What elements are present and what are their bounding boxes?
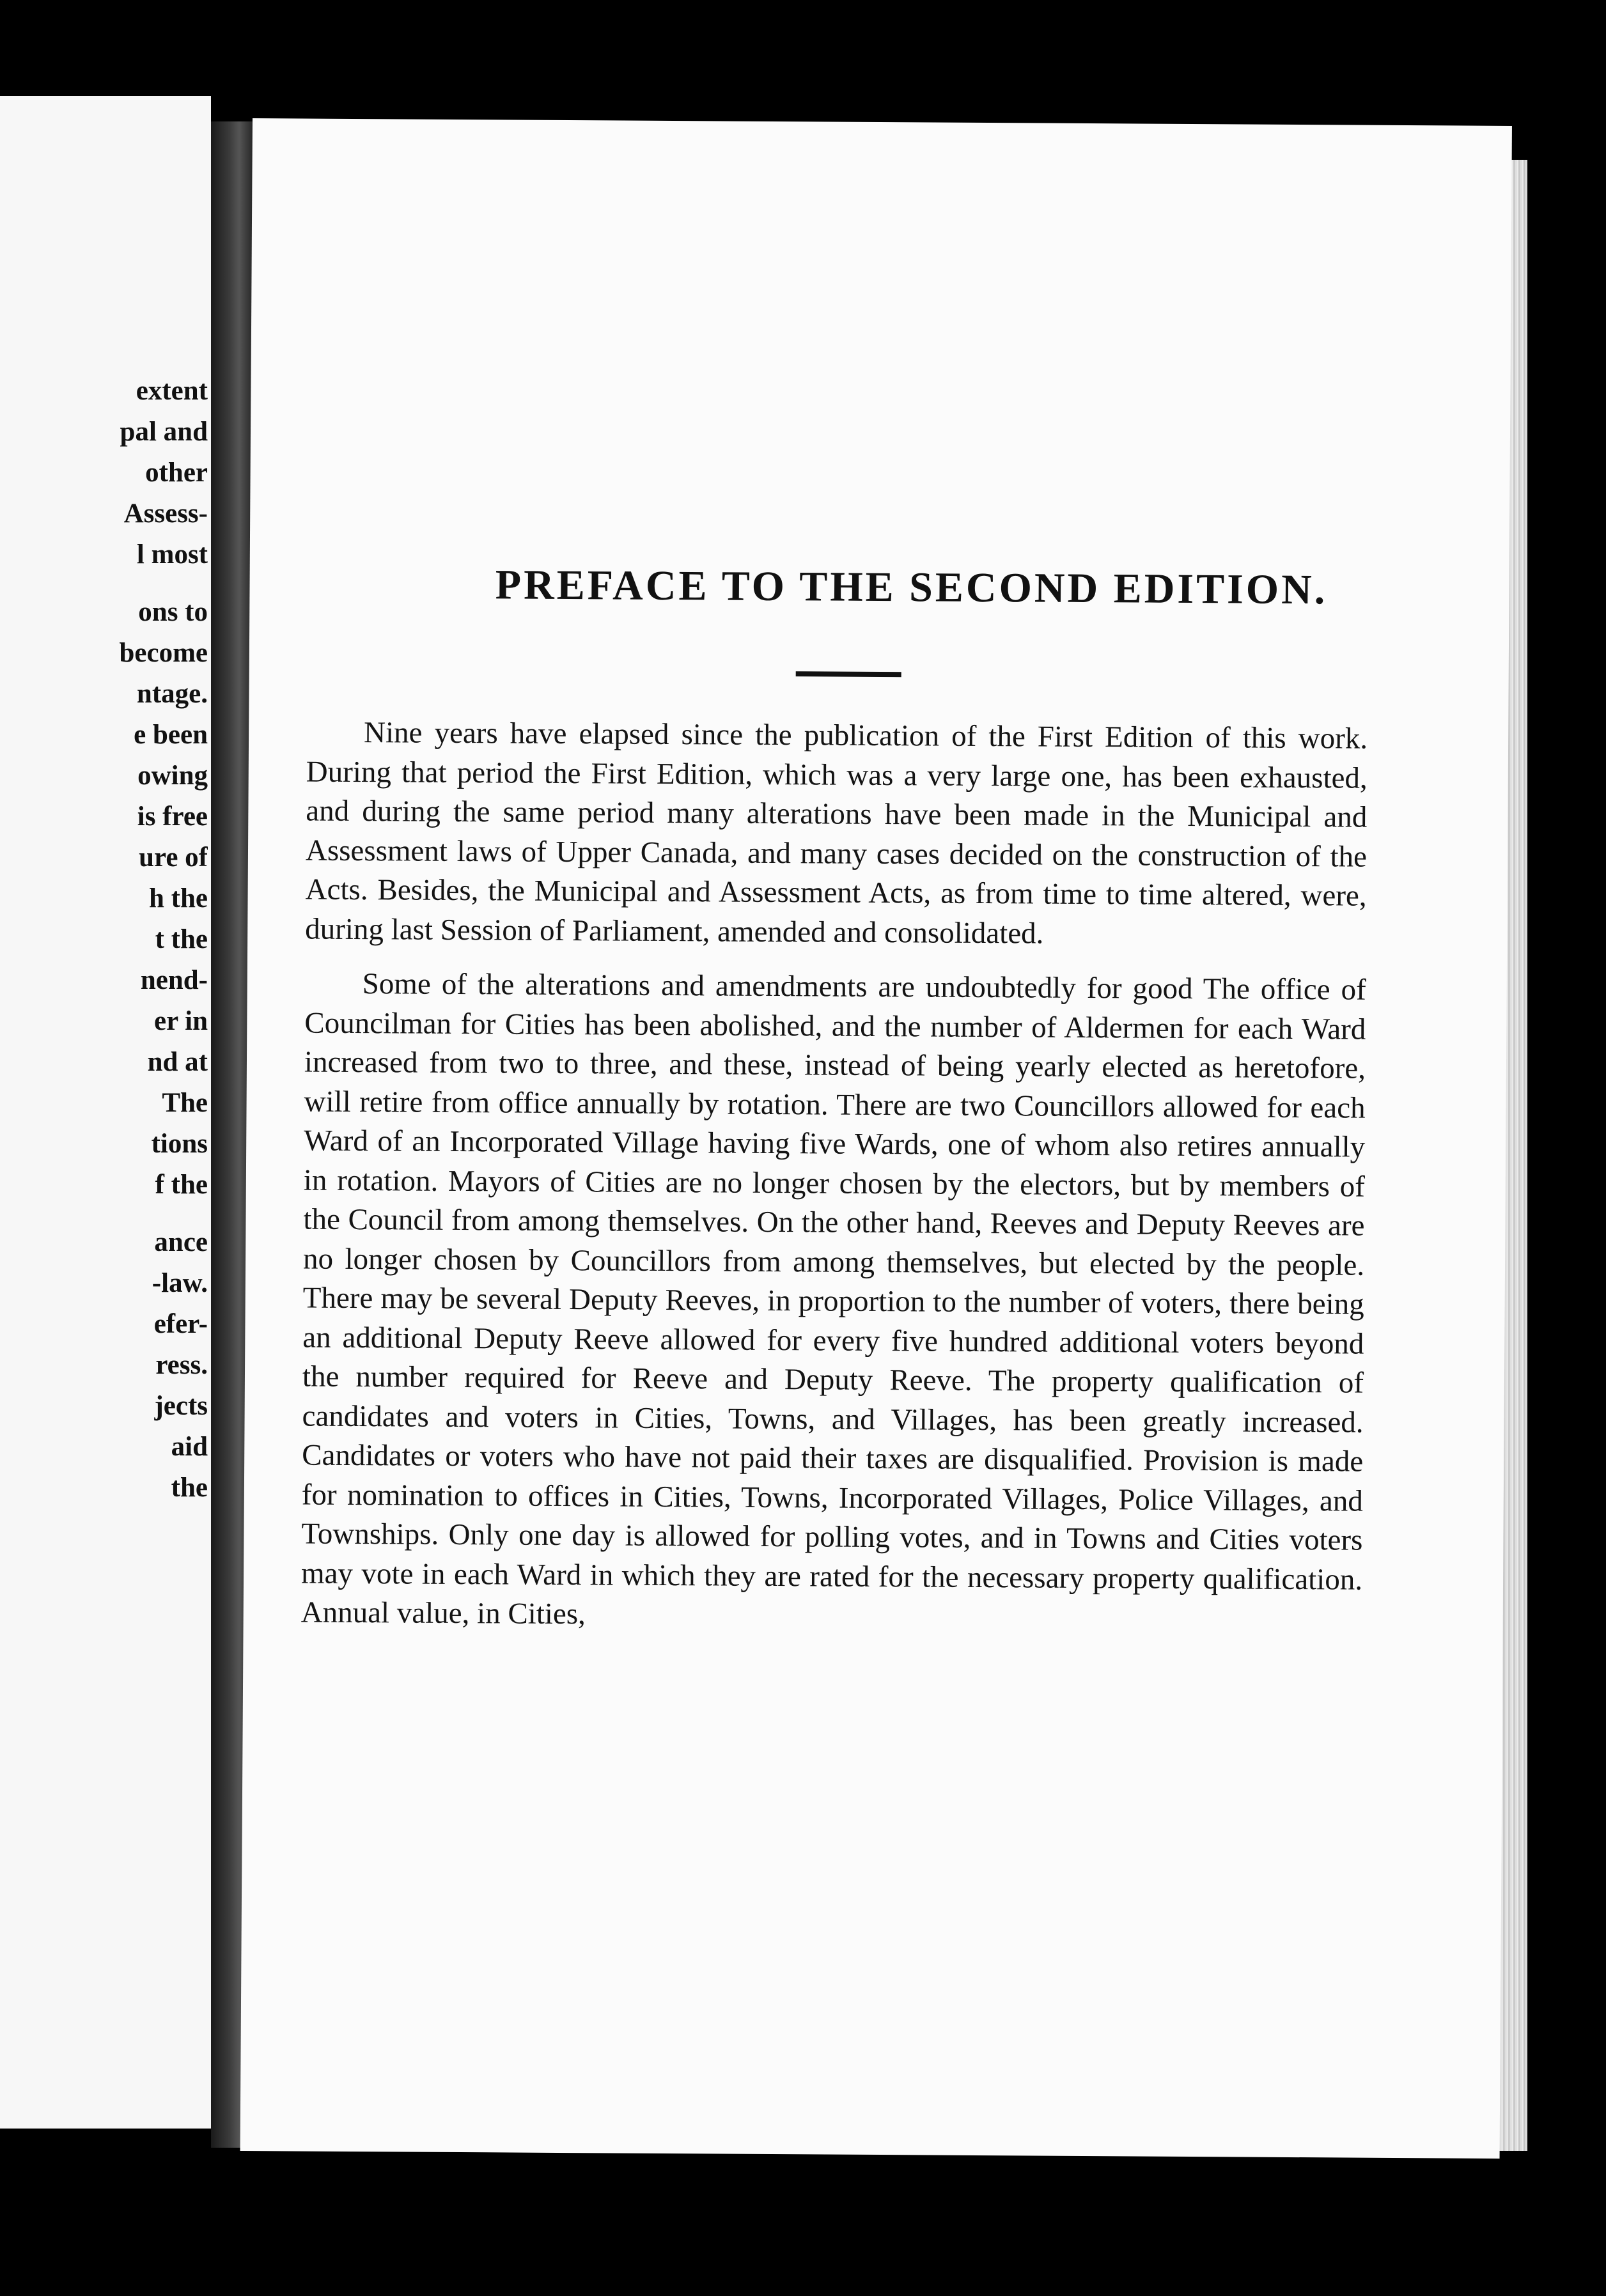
facing-page-line: the [171,1473,208,1503]
facing-page-line: t the [155,924,208,954]
facing-page-line: e been [134,720,208,750]
facing-page-line: ance [154,1227,208,1257]
facing-page-line: aid [171,1432,208,1462]
facing-page-line: extent [136,376,208,406]
facing-page-line: f the [155,1170,208,1200]
facing-page-line: ntage. [136,679,208,709]
facing-page-line: Assess- [123,499,208,529]
facing-page-line: nd at [147,1047,208,1077]
paragraph-1: Nine years have elapsed since the publication of the First Edition of this work. During that period the First Edition, which was a very large one, has been exhausted, and during the same period many alterations have been made in the Municipal and Assessment laws of Upper Canada, and many cases decided on the construction of the Acts. Besides, the Municipal and Assessment Acts, as from time to time altered, were, during last Session of Parliament, amended and consolidated. [305,716,1368,950]
facing-page-line: ress. [155,1350,208,1380]
page-title: PREFACE TO THE SECOND EDITION. [495,561,1328,614]
facing-page-line: is free [137,802,208,832]
facing-page-line: other [145,458,208,488]
preface-body [301,713,1368,1640]
facing-page-line: efer- [153,1309,208,1339]
facing-page-line: jects [154,1391,208,1421]
facing-page-line: -law. [152,1268,208,1298]
facing-page-text [0,371,208,1509]
facing-page-line: owing [137,761,208,791]
facing-page-line: er in [153,1006,208,1036]
facing-page-line: ure of [139,842,208,873]
facing-page-line: h the [149,883,208,913]
facing-page-line: tions [151,1129,208,1159]
facing-page-line: l most [136,539,208,570]
facing-page [0,96,211,2129]
paragraph-2: Some of the alterations and amendments are undoubtedly for good The office of Councilman for Cities has been abolished, and the number of Aldermen for each Ward increased from two to three, and these, instead of being yearly elected as heretofore, will retire from office annually by rotation. There are two Councillors allowed for each Ward of an Incorporated Village having five Wards, one of whom also retires annually in rotation. Mayors of Cities are no longer chosen by the electors, but by members of the Council from among themselves. On the other hand, Reeves and Deputy Reeves are no longer chosen by Councillors from among themselves, but elected by the people. There may be several Deputy Reeves, in proportion to the number of voters, there being an additional Deputy Reeve allowed for every five hundred additional voters beyond the number required for Reeve and Deputy Reeve. The property qualification of candidates and voters in Cities, Towns, and Villages, has been greatly increased. Candidates or voters who have not paid their taxes are disqualified. Provision is made for nomination to offices in Cities, Towns, Incorporated Villages, Police Villages, and Townships. Only one day is allowed for polling votes, and in Towns and Cities voters may vote in each Ward in which they are rated for the necessary property qualification. Annual value, in Cities, [300,967,1366,1631]
facing-page-line: ons to [138,597,208,627]
facing-page-line: nend- [140,965,208,995]
facing-page-line: become [119,638,208,668]
title-rule [796,671,901,677]
facing-page-line: pal and [120,417,208,447]
facing-page-line: The [162,1088,208,1118]
preface-page [240,118,1512,2159]
